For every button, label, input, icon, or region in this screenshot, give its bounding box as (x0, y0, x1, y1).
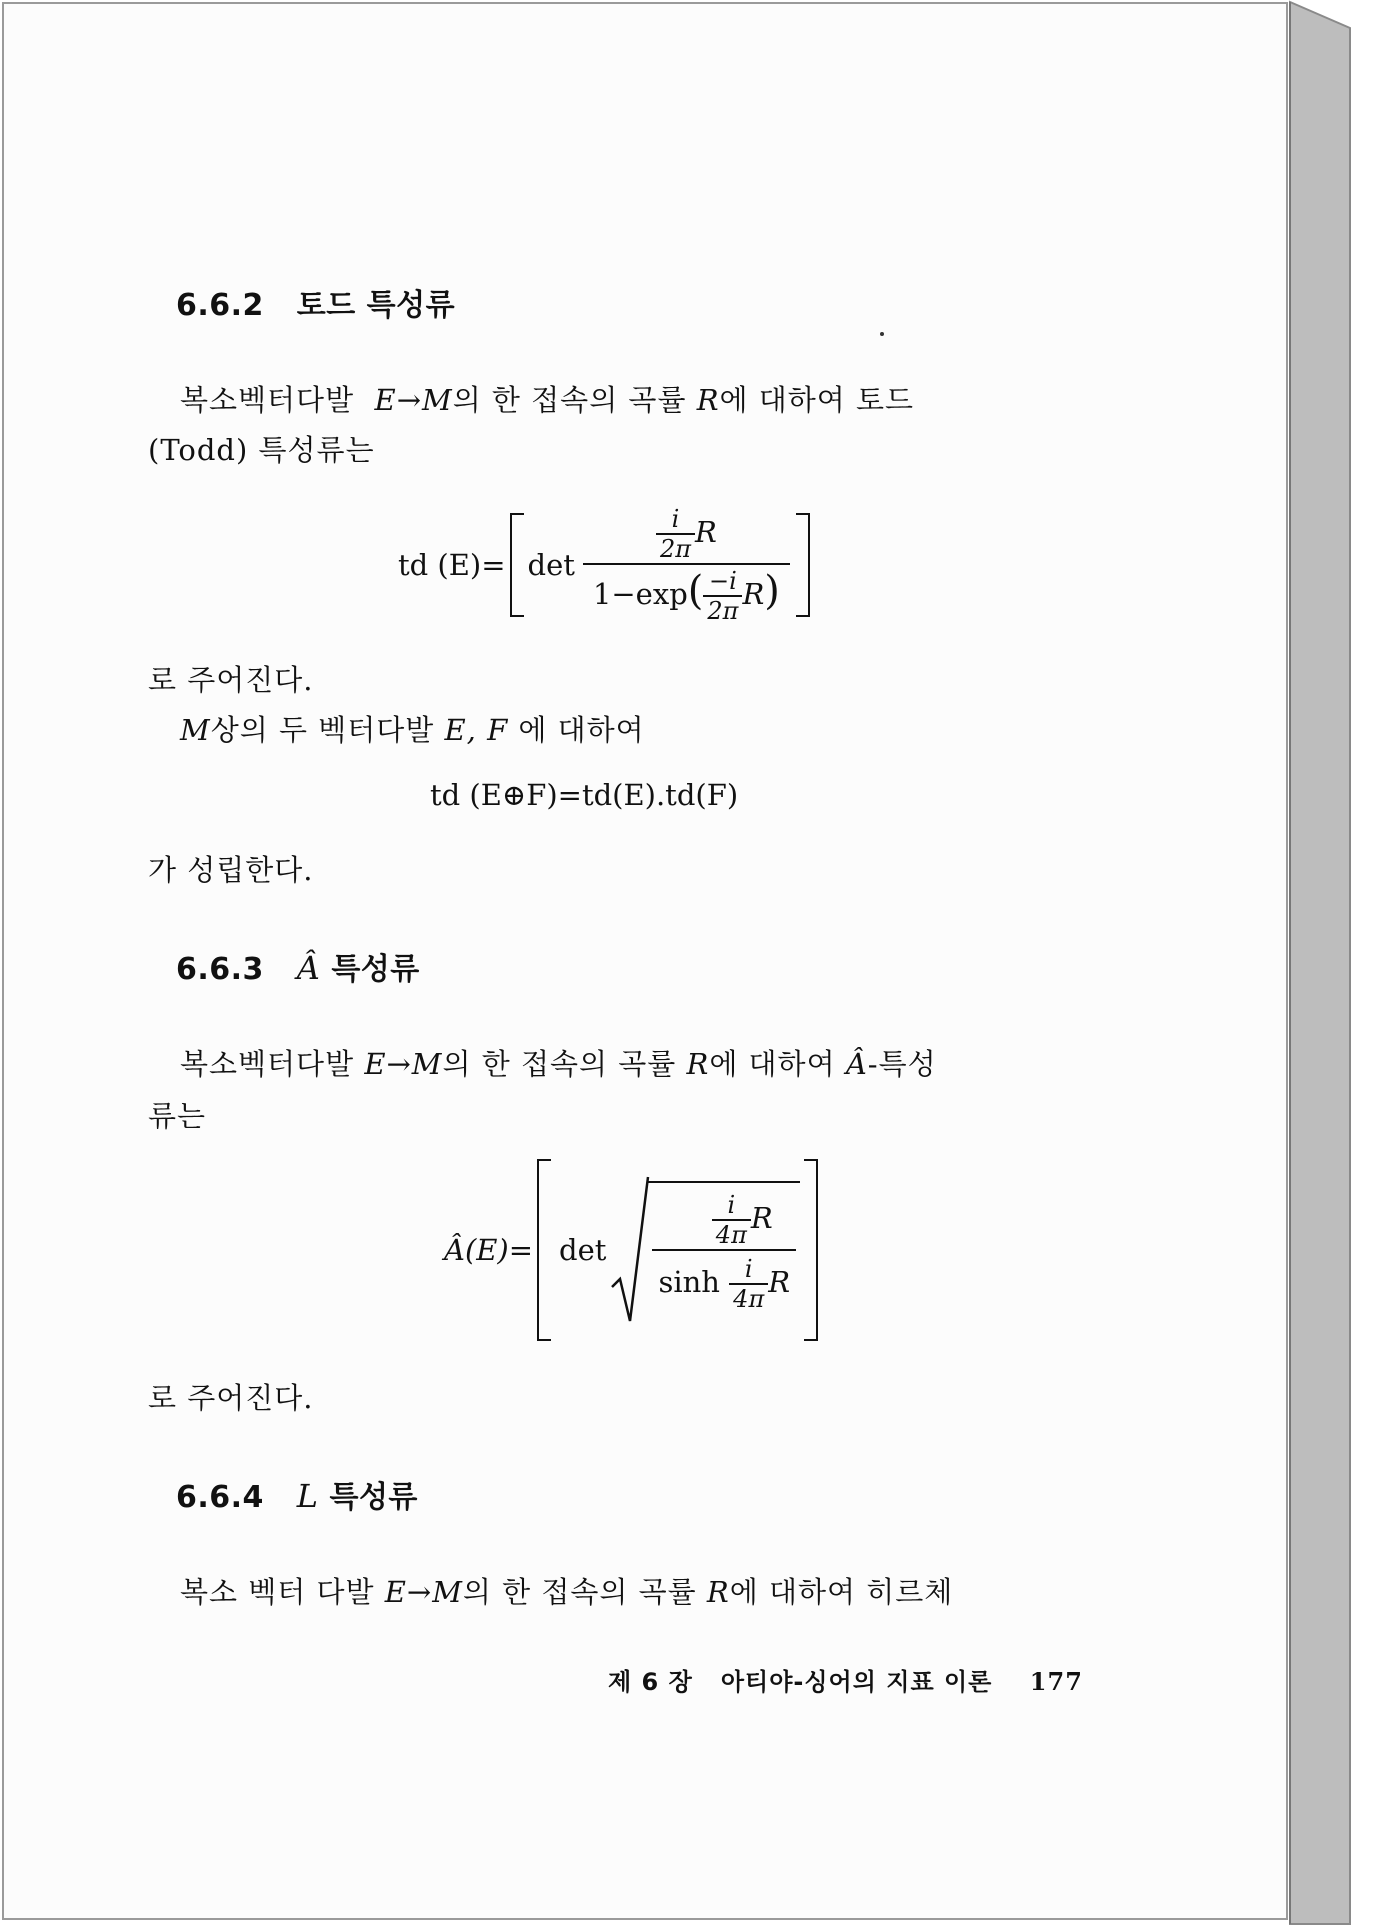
curvature-symbol: R (696, 383, 720, 417)
ahat-main-fraction (652, 1191, 796, 1313)
section-number: 6.6.2 (176, 288, 264, 323)
sqrt-content (648, 1181, 800, 1313)
todd-denominator: 1−exp( $\frac{-i}{2\pi}$ R) (583, 563, 790, 625)
footer-title: 아티야-싱어의 지표 이론 (720, 1668, 993, 1696)
bundle-symbol: E→M (374, 383, 453, 417)
paragraph-todd-given: 로 주어진다. (148, 663, 314, 697)
paragraph-ahat-given: 로 주어진다. (148, 1381, 314, 1415)
todd-numerator: $\frac{i}{2\pi}$ R (652, 505, 721, 563)
todd-main-fraction (583, 505, 790, 625)
right-bracket (804, 1159, 818, 1341)
right-bracket (796, 513, 810, 617)
section-symbol: L (296, 1477, 319, 1515)
footer-chapter: 제 6 장 (608, 1668, 693, 1696)
ahat-lhs: Â(E)= (444, 1233, 534, 1267)
det-label: det (559, 1233, 607, 1267)
paragraph-ahat-intro: 복소벡터다발 E→M의 한 접속의 곡률 R에 대하여 Â-특성 (180, 1047, 937, 1081)
left-bracket (537, 1159, 551, 1341)
speck (880, 332, 884, 336)
section-heading-662 (176, 280, 455, 324)
todd-formula (398, 505, 810, 625)
section-title: 특성류 (329, 1480, 418, 1515)
left-bracket (510, 513, 524, 617)
todd-lhs: td (E)= (398, 548, 506, 582)
section-number: 6.6.4 (176, 1480, 264, 1515)
ahat-numerator: $\frac{i}{4\pi}$ R (672, 1191, 777, 1249)
det-label: det (527, 548, 575, 582)
section-heading-663 (176, 944, 420, 988)
ahat-formula (444, 1158, 818, 1342)
paragraph-ahat-intro-line2: 류는 (148, 1099, 207, 1133)
page-footer (608, 1662, 1083, 1697)
section-title: 특성류 (331, 952, 420, 987)
paragraph-holds: 가 성립한다. (148, 853, 314, 887)
section-number: 6.6.3 (176, 952, 264, 987)
paragraph-whitney: M상의 두 벡터다발 E, F 에 대하여 (180, 713, 645, 747)
todd-product-formula: td (E⊕F)=td(E).td(F) (430, 778, 739, 812)
section-heading-664 (176, 1472, 418, 1516)
section-title: 토드 특성류 (296, 288, 456, 323)
paragraph-todd-intro: 복소벡터다발 E→M의 한 접속의 곡률 R에 대하여 토드 (180, 383, 915, 417)
sqrt-sign (610, 1175, 650, 1325)
paragraph-todd-intro-line2: (Todd) 특성류는 (148, 433, 375, 467)
section-symbol: Â (296, 949, 321, 987)
ahat-denominator: sinh $\frac{i}{4\pi}$ R (652, 1249, 796, 1313)
paragraph-l-intro: 복소 벡터 다발 E→M의 한 접속의 곡률 R에 대하여 히르체 (180, 1575, 954, 1609)
page-number: 177 (1029, 1667, 1083, 1696)
